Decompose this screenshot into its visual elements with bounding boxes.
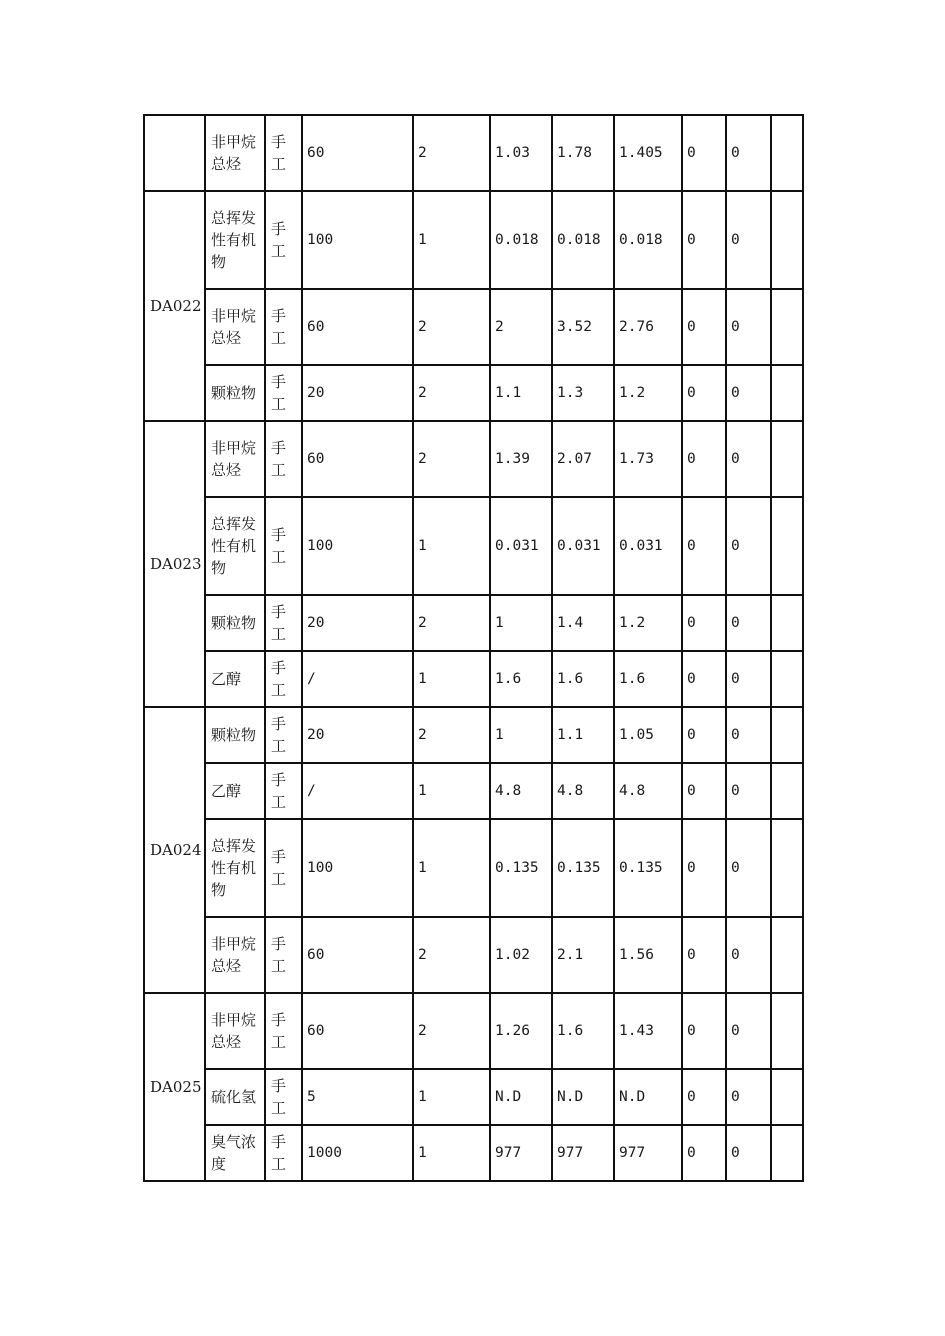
min-value-cell: 1 xyxy=(490,595,552,651)
count-cell: 2 xyxy=(413,917,490,993)
note-cell xyxy=(771,365,803,421)
exceed-rate-cell: 0 xyxy=(726,651,771,707)
min-value-cell: 1.03 xyxy=(490,115,552,191)
limit-cell: 20 xyxy=(302,707,413,763)
exceed-rate-cell: 0 xyxy=(726,819,771,917)
exceed-rate-cell: 0 xyxy=(726,1069,771,1125)
monitoring-results-table xyxy=(143,114,804,1182)
method-cell: 手工 xyxy=(265,595,302,651)
exceed-rate-cell: 0 xyxy=(726,917,771,993)
limit-cell: 60 xyxy=(302,421,413,497)
max-value-cell: 0.135 xyxy=(552,819,614,917)
avg-value-cell: 1.56 xyxy=(614,917,682,993)
method-cell: 手工 xyxy=(265,651,302,707)
max-value-cell: 1.4 xyxy=(552,595,614,651)
note-cell xyxy=(771,289,803,365)
min-value-cell: 977 xyxy=(490,1125,552,1181)
note-cell xyxy=(771,1125,803,1181)
pollutant-cell: 非甲烷总烃 xyxy=(205,289,265,365)
table-row xyxy=(144,595,803,651)
exceed-count-cell: 0 xyxy=(682,191,726,289)
pollutant-cell: 颗粒物 xyxy=(205,595,265,651)
limit-cell: 20 xyxy=(302,365,413,421)
count-cell: 2 xyxy=(413,365,490,421)
table-row xyxy=(144,707,803,763)
outlet-id-cell: DA024 xyxy=(144,707,205,993)
note-cell xyxy=(771,651,803,707)
limit-cell: 100 xyxy=(302,819,413,917)
avg-value-cell: 1.43 xyxy=(614,993,682,1069)
pollutant-cell: 总挥发性有机物 xyxy=(205,819,265,917)
avg-value-cell: 0.135 xyxy=(614,819,682,917)
note-cell xyxy=(771,917,803,993)
table-row xyxy=(144,365,803,421)
method-cell: 手工 xyxy=(265,1069,302,1125)
max-value-cell: 2.07 xyxy=(552,421,614,497)
min-value-cell: 0.018 xyxy=(490,191,552,289)
method-cell: 手工 xyxy=(265,1125,302,1181)
limit-cell: / xyxy=(302,763,413,819)
limit-cell: 60 xyxy=(302,917,413,993)
method-cell: 手工 xyxy=(265,993,302,1069)
pollutant-cell: 臭气浓度 xyxy=(205,1125,265,1181)
count-cell: 2 xyxy=(413,993,490,1069)
method-cell: 手工 xyxy=(265,421,302,497)
limit-cell: 60 xyxy=(302,289,413,365)
note-cell xyxy=(771,819,803,917)
table-row xyxy=(144,115,803,191)
min-value-cell: 4.8 xyxy=(490,763,552,819)
count-cell: 1 xyxy=(413,1069,490,1125)
method-cell: 手工 xyxy=(265,115,302,191)
count-cell: 2 xyxy=(413,115,490,191)
exceed-count-cell: 0 xyxy=(682,289,726,365)
limit-cell: 5 xyxy=(302,1069,413,1125)
max-value-cell: 2.1 xyxy=(552,917,614,993)
note-cell xyxy=(771,707,803,763)
exceed-count-cell: 0 xyxy=(682,993,726,1069)
exceed-rate-cell: 0 xyxy=(726,707,771,763)
max-value-cell: 1.1 xyxy=(552,707,614,763)
max-value-cell: 4.8 xyxy=(552,763,614,819)
count-cell: 2 xyxy=(413,595,490,651)
exceed-count-cell: 0 xyxy=(682,497,726,595)
table-row xyxy=(144,993,803,1069)
pollutant-cell: 颗粒物 xyxy=(205,365,265,421)
limit-cell: 60 xyxy=(302,115,413,191)
table-row xyxy=(144,1069,803,1125)
table-row xyxy=(144,191,803,289)
min-value-cell: 1 xyxy=(490,707,552,763)
max-value-cell: N.D xyxy=(552,1069,614,1125)
table-row xyxy=(144,497,803,595)
exceed-count-cell: 0 xyxy=(682,115,726,191)
pollutant-cell: 非甲烷总烃 xyxy=(205,993,265,1069)
min-value-cell: 0.031 xyxy=(490,497,552,595)
avg-value-cell: 1.2 xyxy=(614,365,682,421)
count-cell: 1 xyxy=(413,497,490,595)
avg-value-cell: 4.8 xyxy=(614,763,682,819)
min-value-cell: 0.135 xyxy=(490,819,552,917)
max-value-cell: 1.6 xyxy=(552,993,614,1069)
avg-value-cell: 1.73 xyxy=(614,421,682,497)
table-body xyxy=(144,115,803,1181)
count-cell: 1 xyxy=(413,651,490,707)
exceed-rate-cell: 0 xyxy=(726,289,771,365)
avg-value-cell: 0.031 xyxy=(614,497,682,595)
count-cell: 1 xyxy=(413,1125,490,1181)
limit-cell: / xyxy=(302,651,413,707)
note-cell xyxy=(771,1069,803,1125)
avg-value-cell: 1.6 xyxy=(614,651,682,707)
count-cell: 2 xyxy=(413,421,490,497)
max-value-cell: 3.52 xyxy=(552,289,614,365)
exceed-rate-cell: 0 xyxy=(726,595,771,651)
count-cell: 1 xyxy=(413,819,490,917)
table-row xyxy=(144,1125,803,1181)
avg-value-cell: 977 xyxy=(614,1125,682,1181)
exceed-rate-cell: 0 xyxy=(726,497,771,595)
method-cell: 手工 xyxy=(265,365,302,421)
exceed-count-cell: 0 xyxy=(682,1125,726,1181)
note-cell xyxy=(771,191,803,289)
method-cell: 手工 xyxy=(265,707,302,763)
min-value-cell: 1.39 xyxy=(490,421,552,497)
min-value-cell: 1.02 xyxy=(490,917,552,993)
max-value-cell: 1.78 xyxy=(552,115,614,191)
exceed-rate-cell: 0 xyxy=(726,421,771,497)
exceed-count-cell: 0 xyxy=(682,595,726,651)
pollutant-cell: 乙醇 xyxy=(205,763,265,819)
method-cell: 手工 xyxy=(265,497,302,595)
outlet-id-cell: DA023 xyxy=(144,421,205,707)
note-cell xyxy=(771,763,803,819)
exceed-count-cell: 0 xyxy=(682,917,726,993)
max-value-cell: 0.031 xyxy=(552,497,614,595)
note-cell xyxy=(771,595,803,651)
outlet-id-cell: DA022 xyxy=(144,191,205,421)
avg-value-cell: 2.76 xyxy=(614,289,682,365)
min-value-cell: N.D xyxy=(490,1069,552,1125)
note-cell xyxy=(771,993,803,1069)
method-cell: 手工 xyxy=(265,917,302,993)
avg-value-cell: 1.2 xyxy=(614,595,682,651)
table-row xyxy=(144,651,803,707)
method-cell: 手工 xyxy=(265,191,302,289)
count-cell: 1 xyxy=(413,763,490,819)
pollutant-cell: 总挥发性有机物 xyxy=(205,191,265,289)
table-row xyxy=(144,819,803,917)
exceed-count-cell: 0 xyxy=(682,421,726,497)
limit-cell: 60 xyxy=(302,993,413,1069)
pollutant-cell: 非甲烷总烃 xyxy=(205,115,265,191)
min-value-cell: 1.26 xyxy=(490,993,552,1069)
outlet-id-cell xyxy=(144,115,205,191)
exceed-rate-cell: 0 xyxy=(726,365,771,421)
note-cell xyxy=(771,421,803,497)
exceed-rate-cell: 0 xyxy=(726,1125,771,1181)
max-value-cell: 977 xyxy=(552,1125,614,1181)
min-value-cell: 1.1 xyxy=(490,365,552,421)
min-value-cell: 2 xyxy=(490,289,552,365)
table-row xyxy=(144,763,803,819)
count-cell: 1 xyxy=(413,191,490,289)
exceed-rate-cell: 0 xyxy=(726,763,771,819)
outlet-id-cell: DA025 xyxy=(144,993,205,1181)
exceed-count-cell: 0 xyxy=(682,365,726,421)
table-row xyxy=(144,421,803,497)
pollutant-cell: 硫化氢 xyxy=(205,1069,265,1125)
table-row xyxy=(144,917,803,993)
avg-value-cell: 0.018 xyxy=(614,191,682,289)
method-cell: 手工 xyxy=(265,289,302,365)
max-value-cell: 1.6 xyxy=(552,651,614,707)
exceed-count-cell: 0 xyxy=(682,819,726,917)
exceed-count-cell: 0 xyxy=(682,1069,726,1125)
table-row xyxy=(144,289,803,365)
avg-value-cell: 1.05 xyxy=(614,707,682,763)
note-cell xyxy=(771,115,803,191)
count-cell: 2 xyxy=(413,289,490,365)
exceed-rate-cell: 0 xyxy=(726,191,771,289)
exceed-count-cell: 0 xyxy=(682,707,726,763)
max-value-cell: 0.018 xyxy=(552,191,614,289)
note-cell xyxy=(771,497,803,595)
limit-cell: 20 xyxy=(302,595,413,651)
limit-cell: 1000 xyxy=(302,1125,413,1181)
method-cell: 手工 xyxy=(265,763,302,819)
pollutant-cell: 颗粒物 xyxy=(205,707,265,763)
method-cell: 手工 xyxy=(265,819,302,917)
exceed-rate-cell: 0 xyxy=(726,115,771,191)
min-value-cell: 1.6 xyxy=(490,651,552,707)
pollutant-cell: 非甲烷总烃 xyxy=(205,421,265,497)
pollutant-cell: 乙醇 xyxy=(205,651,265,707)
exceed-rate-cell: 0 xyxy=(726,993,771,1069)
pollutant-cell: 总挥发性有机物 xyxy=(205,497,265,595)
avg-value-cell: N.D xyxy=(614,1069,682,1125)
avg-value-cell: 1.405 xyxy=(614,115,682,191)
pollutant-cell: 非甲烷总烃 xyxy=(205,917,265,993)
limit-cell: 100 xyxy=(302,497,413,595)
exceed-count-cell: 0 xyxy=(682,763,726,819)
count-cell: 2 xyxy=(413,707,490,763)
max-value-cell: 1.3 xyxy=(552,365,614,421)
limit-cell: 100 xyxy=(302,191,413,289)
exceed-count-cell: 0 xyxy=(682,651,726,707)
